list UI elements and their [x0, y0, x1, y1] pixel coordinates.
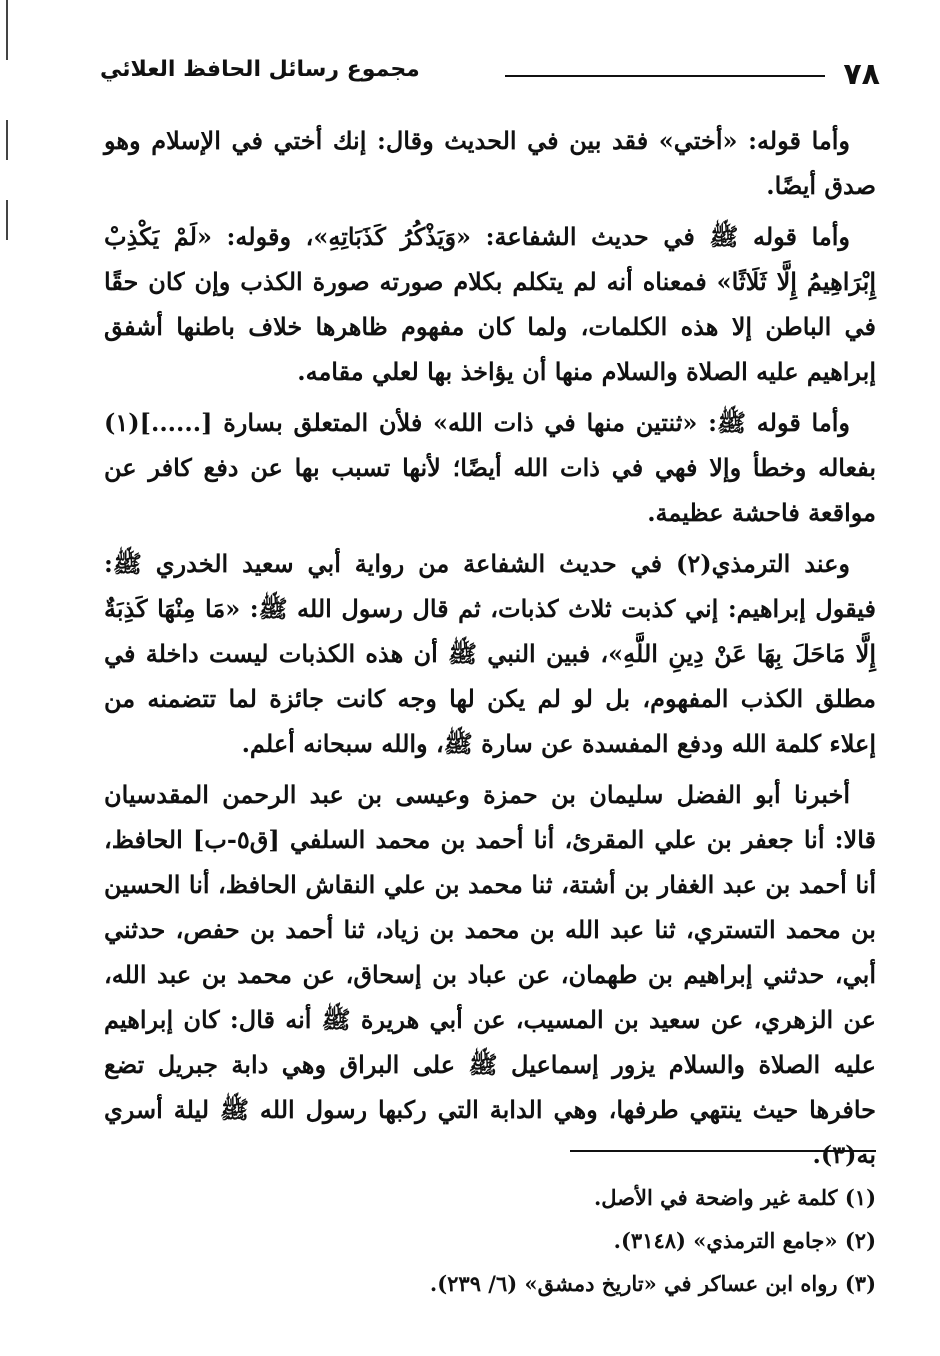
scan-edge-mark	[6, 120, 8, 160]
paragraph: وأما قوله ﷺ في حديث الشفاعة: «وَيَذْكُرُ كَذَبَاتِهِ»، وقوله: «لَمْ يَكْذِبْ إِبْرَاهِيمُ إِلَّا ثَلَاثًا» فمعناه أنه لم يتكلم بكلام صورته صورة الكذب وإن كان حقًا في الباطن إلا هذه الكلمات، ولما كان مفهوم ظاهرها خلاف باطنها أشفق إبراهيم عليه الصلاة والسلام منها أن يؤاخذ بها لعلي مقامه.	[104, 222, 876, 386]
footnotes	[104, 1176, 876, 1305]
footnote: (١) كلمة غير واضحة في الأصل.	[594, 1185, 876, 1210]
page-header	[100, 55, 880, 95]
scan-edge-mark	[6, 0, 8, 60]
paragraph: وعند الترمذي(٢) في حديث الشفاعة من رواية أبي سعيد الخدري ﷺ: فيقول إبراهيم: إني كذبت ثلاث كذبات، ثم قال رسول الله ﷺ: «مَا مِنْهَا كَذِبَةٌ إِلَّا مَاحَلَ بِهَا عَنْ دِينِ اللَّهِ»، فبين النبي ﷺ أن هذه الكذبات ليست داخلة في مطلق الكذب المفهوم، بل لو لم يكن لها وجه كانت جائزة لما تتضمنه من إعلاء كلمة الله ودفع المفسدة عن سارة ﷺ، والله سبحانه أعلم.	[104, 549, 876, 758]
paragraph: وأما قوله ﷺ: «ثنتين منها في ذات الله» فلأن المتعلق بسارة [......](١) بفعاله وخطأ وإلا فهي في ذات الله أيضًا؛ لأنها تسبب بها عن دفع كافر عن مواقعة فاحشة عظيمة.	[104, 408, 876, 527]
main-text	[104, 118, 876, 1177]
header-rule	[505, 75, 825, 77]
page-number: ٧٨	[843, 57, 880, 92]
footnote-separator	[570, 1150, 876, 1152]
footnote: (٢) «جامع الترمذي» (٣١٤٨).	[613, 1228, 876, 1253]
paragraph: أخبرنا أبو الفضل سليمان بن حمزة وعيسى بن عبد الرحمن المقدسيان قالا: أنا جعفر بن علي المقرئ، أنا أحمد بن محمد السلفي [ق٥-ب] الحافظ، أنا أحمد بن عبد الغفار بن أشتة، ثنا محمد بن علي النقاش الحافظ، أنا الحسين بن محمد التستري، ثنا عبد الله بن محمد بن زياد، ثنا أحمد بن حفص، حدثني أبي، حدثني إبراهيم بن طهمان، عن عباد بن إسحاق، عن محمد بن عبد الله، عن الزهري، عن سعيد بن المسيب، عن أبي هريرة ﷺ أنه قال: كان إبراهيم عليه الصلاة والسلام يزور إسماعيل ﷺ على البراق وهي دابة جبريل تضع حافرها حيث ينتهي طرفها، وهي الدابة التي ركبها رسول الله ﷺ ليلة أسري به(٣).	[104, 780, 876, 1169]
paragraph: وأما قوله: «أختي» فقد بين في الحديث وقال: إنك أختي في الإسلام وهو صدق أيضًا.	[104, 126, 876, 200]
footnote: (٣) رواه ابن عساكر في «تاريخ دمشق» (٦/ ٢٣٩).	[429, 1271, 876, 1296]
running-title: مجموع رسائل الحافظ العلائي	[100, 57, 420, 82]
scan-edge-mark	[6, 200, 8, 240]
